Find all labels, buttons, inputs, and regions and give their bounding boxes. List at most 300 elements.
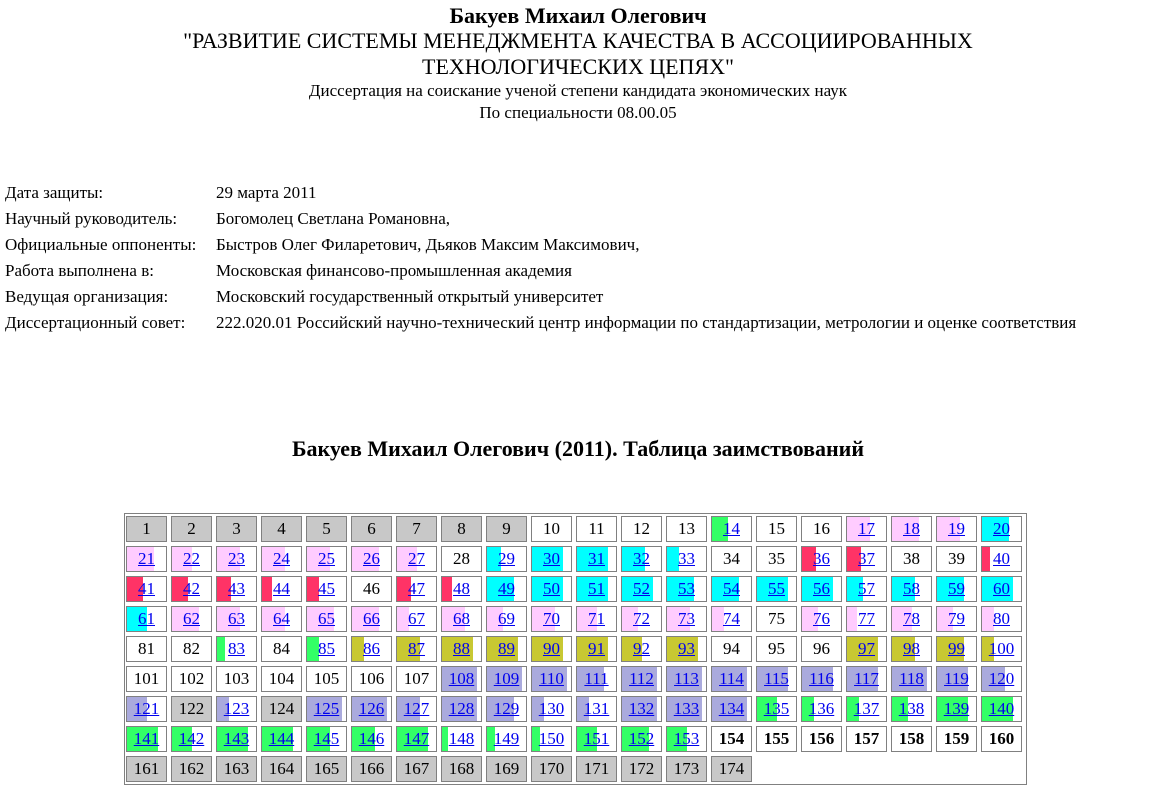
page-link[interactable]: 141	[133, 729, 160, 748]
page-link[interactable]: 72	[633, 609, 650, 628]
page-cell-25[interactable]	[306, 546, 347, 572]
page-cell-36[interactable]	[801, 546, 842, 572]
page-cell-30[interactable]	[531, 546, 572, 572]
page-number: 11	[588, 519, 605, 538]
page-number: 166	[358, 759, 385, 778]
page-cell-51[interactable]	[576, 576, 617, 602]
page-link[interactable]: 62	[183, 609, 200, 628]
page-link[interactable]: 125	[313, 699, 340, 718]
page-cell-123[interactable]	[216, 696, 257, 722]
page-link[interactable]: 27	[408, 549, 425, 568]
page-cell-45[interactable]	[306, 576, 347, 602]
page-link[interactable]: 14	[723, 519, 740, 538]
page-cell-97[interactable]	[846, 636, 887, 662]
borrowings-table-heading: Бакуев Михаил Олегович (2011). Таблица заимствований	[292, 436, 864, 461]
page-cell-17[interactable]	[846, 516, 887, 542]
page-link[interactable]: 133	[673, 699, 700, 718]
page-cell-149[interactable]	[486, 726, 527, 752]
page-cell-69[interactable]	[486, 606, 527, 632]
page-link[interactable]: 23	[228, 549, 245, 568]
page-link[interactable]: 142	[178, 729, 205, 748]
page-link[interactable]: 32	[633, 549, 650, 568]
page-number: 167	[403, 759, 430, 778]
page-cell-172	[621, 756, 662, 782]
page-cell-40[interactable]	[981, 546, 1022, 572]
page-link[interactable]: 80	[993, 609, 1010, 628]
page-cell-89[interactable]	[486, 636, 527, 662]
page-cell-90[interactable]	[531, 636, 572, 662]
page-cell-146[interactable]	[351, 726, 392, 752]
page-cell-34	[711, 546, 752, 572]
page-link[interactable]: 131	[583, 699, 610, 718]
page-link[interactable]: 144	[268, 729, 295, 748]
page-cell-19[interactable]	[936, 516, 977, 542]
page-cell-86[interactable]	[351, 636, 392, 662]
page-cell-120[interactable]	[981, 666, 1022, 692]
page-cell-63[interactable]	[216, 606, 257, 632]
page-number: 6	[367, 519, 376, 538]
page-cell-72[interactable]	[621, 606, 662, 632]
page-cell-108[interactable]	[441, 666, 482, 692]
page-cell-32[interactable]	[621, 546, 662, 572]
page-link[interactable]: 135	[763, 699, 790, 718]
page-cell-137[interactable]	[846, 696, 887, 722]
page-number: 174	[718, 759, 745, 778]
page-number: 107	[403, 669, 430, 688]
page-number: 104	[268, 669, 295, 688]
page-cell-115[interactable]	[756, 666, 797, 692]
page-link[interactable]: 148	[448, 729, 475, 748]
page-link[interactable]: 26	[363, 549, 380, 568]
page-link[interactable]: 55	[768, 579, 785, 598]
page-link[interactable]: 143	[223, 729, 250, 748]
page-cell-148[interactable]	[441, 726, 482, 752]
page-link[interactable]: 51	[588, 579, 605, 598]
page-link[interactable]: 115	[764, 669, 789, 688]
page-link[interactable]: 151	[583, 729, 610, 748]
page-number: 162	[178, 759, 205, 778]
page-link[interactable]: 89	[498, 639, 515, 658]
page-link[interactable]: 147	[403, 729, 430, 748]
page-cell-174	[711, 756, 752, 782]
page-link[interactable]: 36	[813, 549, 830, 568]
borrowing-share-bar	[442, 577, 452, 601]
degree-line: Диссертация на соискание ученой степени кандидата экономических наук	[308, 81, 848, 100]
page-cell-117[interactable]	[846, 666, 887, 692]
page-link[interactable]: 64	[273, 609, 290, 628]
borrowing-share-bar	[442, 727, 448, 751]
page-cell-98[interactable]	[891, 636, 932, 662]
page-cell-100[interactable]	[981, 636, 1022, 662]
dissertation-title-line1: "РАЗВИТИЕ СИСТЕМЫ МЕНЕДЖМЕНТА КАЧЕСТВА В АССОЦИИРОВАННЫХ	[183, 28, 973, 53]
page-cell-64[interactable]	[261, 606, 302, 632]
page-cell-73[interactable]	[666, 606, 707, 632]
page-cell-22[interactable]	[171, 546, 212, 572]
page-number: 169	[493, 759, 520, 778]
page-cell-110[interactable]	[531, 666, 572, 692]
meta-label: Дата защиты:	[5, 183, 104, 202]
page-link[interactable]: 100	[988, 639, 1015, 658]
page-cell-2	[171, 516, 212, 542]
page-cell-126[interactable]	[351, 696, 392, 722]
page-link[interactable]: 111	[584, 669, 609, 688]
page-cell-74[interactable]	[711, 606, 752, 632]
meta-label: Ведущая организация:	[5, 287, 169, 306]
page-link[interactable]: 57	[858, 579, 875, 598]
page-link[interactable]: 76	[813, 609, 830, 628]
page-link[interactable]: 110	[539, 669, 564, 688]
page-cell-54[interactable]	[711, 576, 752, 602]
page-cell-121[interactable]	[126, 696, 167, 722]
page-link[interactable]: 91	[588, 639, 605, 658]
page-link[interactable]: 153	[673, 729, 700, 748]
page-link[interactable]: 52	[633, 579, 650, 598]
page-link[interactable]: 59	[948, 579, 965, 598]
page-link[interactable]: 127	[403, 699, 430, 718]
page-cell-159	[936, 726, 977, 752]
page-cell-163	[216, 756, 257, 782]
page-link[interactable]: 149	[493, 729, 520, 748]
page-link[interactable]: 65	[318, 609, 335, 628]
page-link[interactable]: 128	[448, 699, 475, 718]
page-link[interactable]: 139	[943, 699, 970, 718]
page-cell-124	[261, 696, 302, 722]
page-cell-92[interactable]	[621, 636, 662, 662]
page-cell-44[interactable]	[261, 576, 302, 602]
page-cell-136[interactable]	[801, 696, 842, 722]
page-link[interactable]: 83	[228, 639, 245, 658]
page-link[interactable]: 77	[858, 609, 875, 628]
page-link[interactable]: 58	[903, 579, 920, 598]
page-cell-37[interactable]	[846, 546, 887, 572]
page-link[interactable]: 73	[678, 609, 695, 628]
page-number: 168	[448, 759, 475, 778]
page-cell-85[interactable]	[306, 636, 347, 662]
page-cell-140[interactable]	[981, 696, 1022, 722]
meta-label: Работа выполнена в:	[5, 261, 154, 280]
page-link[interactable]: 108	[448, 669, 475, 688]
page-link[interactable]: 87	[408, 639, 425, 658]
page-cell-113[interactable]	[666, 666, 707, 692]
page-cell-79[interactable]	[936, 606, 977, 632]
page-link[interactable]: 63	[228, 609, 245, 628]
header	[0, 4, 1156, 124]
page-number: 165	[313, 759, 340, 778]
page-link[interactable]: 150	[538, 729, 565, 748]
page-cell-128[interactable]	[441, 696, 482, 722]
page-cell-71[interactable]	[576, 606, 617, 632]
page-cell-165	[306, 756, 347, 782]
page-cell-141[interactable]	[126, 726, 167, 752]
page-cell-155	[756, 726, 797, 752]
page-cell-83[interactable]	[216, 636, 257, 662]
page-link[interactable]: 61	[138, 609, 155, 628]
page-cell-52[interactable]	[621, 576, 662, 602]
page-link[interactable]: 50	[543, 579, 560, 598]
page-cell-42[interactable]	[171, 576, 212, 602]
page-cell-26[interactable]	[351, 546, 392, 572]
page-link[interactable]: 97	[858, 639, 875, 658]
page-number: 170	[538, 759, 565, 778]
page-cell-78[interactable]	[891, 606, 932, 632]
page-link[interactable]: 69	[498, 609, 515, 628]
page-link[interactable]: 66	[363, 609, 380, 628]
page-link[interactable]: 119	[944, 669, 969, 688]
page-link[interactable]: 74	[723, 609, 740, 628]
page-link[interactable]: 60	[993, 579, 1010, 598]
page-cell-135[interactable]	[756, 696, 797, 722]
page-cell-75	[756, 606, 797, 632]
page-number: 106	[358, 669, 385, 688]
page-link[interactable]: 146	[358, 729, 385, 748]
page-cell-118[interactable]	[891, 666, 932, 692]
page-cell-125[interactable]	[306, 696, 347, 722]
page-cell-59[interactable]	[936, 576, 977, 602]
page-link[interactable]: 18	[903, 519, 920, 538]
page-cell-33[interactable]	[666, 546, 707, 572]
page-link[interactable]: 113	[674, 669, 699, 688]
page-link[interactable]: 152	[628, 729, 655, 748]
page-cell-66[interactable]	[351, 606, 392, 632]
page-link[interactable]: 132	[628, 699, 655, 718]
page-link[interactable]: 33	[678, 549, 695, 568]
page-cell-55[interactable]	[756, 576, 797, 602]
page-cell-147[interactable]	[396, 726, 437, 752]
page-link[interactable]: 93	[678, 639, 695, 658]
page-cell-6	[351, 516, 392, 542]
page-number: 75	[768, 609, 785, 628]
page-cell-50[interactable]	[531, 576, 572, 602]
page-cell-41[interactable]	[126, 576, 167, 602]
page-cell-102	[171, 666, 212, 692]
page-number: 161	[133, 759, 160, 778]
page-cell-145[interactable]	[306, 726, 347, 752]
page-cell-150[interactable]	[531, 726, 572, 752]
page-cell-23[interactable]	[216, 546, 257, 572]
page-number: 94	[723, 639, 740, 658]
page-cell-93[interactable]	[666, 636, 707, 662]
page-link[interactable]: 79	[948, 609, 965, 628]
page-cell-49[interactable]	[486, 576, 527, 602]
page-link[interactable]: 31	[588, 549, 605, 568]
page-cell-31[interactable]	[576, 546, 617, 572]
page-link[interactable]: 54	[723, 579, 740, 598]
page-cell-139[interactable]	[936, 696, 977, 722]
page-cell-88[interactable]	[441, 636, 482, 662]
page-cell-129[interactable]	[486, 696, 527, 722]
page-cell-133[interactable]	[666, 696, 707, 722]
page-number: 1	[142, 519, 151, 538]
borrowing-share-bar	[847, 607, 857, 631]
page-cell-68[interactable]	[441, 606, 482, 632]
page-link[interactable]: 56	[813, 579, 830, 598]
page-number: 102	[178, 669, 205, 688]
page-link[interactable]: 118	[899, 669, 924, 688]
page-number: 8	[457, 519, 466, 538]
page-cell-119[interactable]	[936, 666, 977, 692]
page-link[interactable]: 90	[543, 639, 560, 658]
page-link[interactable]: 29	[498, 549, 515, 568]
page-cell-143[interactable]	[216, 726, 257, 752]
page-cell-127[interactable]	[396, 696, 437, 722]
page-link[interactable]: 129	[493, 699, 520, 718]
page-link[interactable]: 99	[948, 639, 965, 658]
page-cell-43[interactable]	[216, 576, 257, 602]
page-cell-107	[396, 666, 437, 692]
page-cell-20[interactable]	[981, 516, 1022, 542]
page-link[interactable]: 88	[453, 639, 470, 658]
page-link[interactable]: 21	[138, 549, 155, 568]
page-cell-96	[801, 636, 842, 662]
page-link[interactable]: 130	[538, 699, 565, 718]
page-cell-18[interactable]	[891, 516, 932, 542]
page-number: 2	[187, 519, 196, 538]
page-cell-131[interactable]	[576, 696, 617, 722]
page-cell-27[interactable]	[396, 546, 437, 572]
page-cell-130[interactable]	[531, 696, 572, 722]
page-cell-62[interactable]	[171, 606, 212, 632]
page-number: 171	[583, 759, 610, 778]
page-cell-80[interactable]	[981, 606, 1022, 632]
page-link[interactable]: 41	[138, 579, 155, 598]
page-link[interactable]: 45	[318, 579, 335, 598]
page-link[interactable]: 123	[223, 699, 250, 718]
page-link[interactable]: 78	[903, 609, 920, 628]
page-link[interactable]: 22	[183, 549, 200, 568]
borrowing-share-bar	[982, 547, 990, 571]
page-cell-77[interactable]	[846, 606, 887, 632]
page-link[interactable]: 43	[228, 579, 245, 598]
page-cell-47[interactable]	[396, 576, 437, 602]
page-cell-111[interactable]	[576, 666, 617, 692]
page-cell-48[interactable]	[441, 576, 482, 602]
page-number: 10	[543, 519, 560, 538]
page-cell-162	[171, 756, 212, 782]
page-link[interactable]: 20	[993, 519, 1010, 538]
page-cell-61[interactable]	[126, 606, 167, 632]
page-cell-114[interactable]	[711, 666, 752, 692]
page-link[interactable]: 24	[273, 549, 290, 568]
page-cell-5	[306, 516, 347, 542]
page-number: 84	[273, 639, 290, 658]
page-cell-87[interactable]	[396, 636, 437, 662]
page-link[interactable]: 134	[718, 699, 745, 718]
page-cell-142[interactable]	[171, 726, 212, 752]
page-link[interactable]: 68	[453, 609, 470, 628]
page-link[interactable]: 42	[183, 579, 200, 598]
page-number: 3	[232, 519, 241, 538]
page-number: 34	[723, 549, 740, 568]
page-cell-56[interactable]	[801, 576, 842, 602]
page-cell-99[interactable]	[936, 636, 977, 662]
page-cell-91[interactable]	[576, 636, 617, 662]
page-link[interactable]: 121	[133, 699, 160, 718]
page-link[interactable]: 85	[318, 639, 335, 658]
page-cell-138[interactable]	[891, 696, 932, 722]
page-cell-122	[171, 696, 212, 722]
page-link[interactable]: 19	[948, 519, 965, 538]
page-cell-29[interactable]	[486, 546, 527, 572]
page-link[interactable]: 137	[853, 699, 880, 718]
page-cell-173	[666, 756, 707, 782]
page-link[interactable]: 71	[588, 609, 605, 628]
page-link[interactable]: 140	[988, 699, 1015, 718]
page-number: 13	[678, 519, 695, 538]
page-cell-144[interactable]	[261, 726, 302, 752]
page-cell-70[interactable]	[531, 606, 572, 632]
page-link[interactable]: 112	[629, 669, 654, 688]
page-link[interactable]: 136	[808, 699, 835, 718]
page-cell-14[interactable]	[711, 516, 752, 542]
page-cell-65[interactable]	[306, 606, 347, 632]
page-link[interactable]: 114	[719, 669, 744, 688]
page-cell-21[interactable]	[126, 546, 167, 572]
page-link[interactable]: 86	[363, 639, 380, 658]
page-cell-153[interactable]	[666, 726, 707, 752]
page-link[interactable]: 47	[408, 579, 425, 598]
page-cell-132[interactable]	[621, 696, 662, 722]
page-cell-60[interactable]	[981, 576, 1022, 602]
page-link[interactable]: 44	[273, 579, 290, 598]
page-number: 38	[903, 549, 920, 568]
page-link[interactable]: 70	[543, 609, 560, 628]
page-cell-24[interactable]	[261, 546, 302, 572]
page-link[interactable]: 145	[313, 729, 340, 748]
meta-label: Научный руководитель:	[5, 209, 178, 228]
page-link[interactable]: 25	[318, 549, 335, 568]
page-link[interactable]: 109	[493, 669, 520, 688]
page-cell-13	[666, 516, 707, 542]
meta-row-leading-org	[5, 286, 1136, 312]
page-cell-151[interactable]	[576, 726, 617, 752]
page-cell-4	[261, 516, 302, 542]
page-link[interactable]: 117	[854, 669, 879, 688]
page-link[interactable]: 30	[543, 549, 560, 568]
page-cell-58[interactable]	[891, 576, 932, 602]
page-link[interactable]: 49	[498, 579, 515, 598]
page-link[interactable]: 138	[898, 699, 925, 718]
page-link[interactable]: 67	[408, 609, 425, 628]
page-cell-161	[126, 756, 167, 782]
page-link[interactable]: 53	[678, 579, 695, 598]
page-cell-152[interactable]	[621, 726, 662, 752]
page-link[interactable]: 116	[809, 669, 834, 688]
meta-row-council	[5, 312, 1136, 338]
page-cell-9	[486, 516, 527, 542]
page-link[interactable]: 92	[633, 639, 650, 658]
page-link[interactable]: 48	[453, 579, 470, 598]
page-link[interactable]: 40	[993, 549, 1010, 568]
page-cell-109[interactable]	[486, 666, 527, 692]
page-link[interactable]: 37	[858, 549, 875, 568]
page-link[interactable]: 126	[358, 699, 385, 718]
meta-row-supervisor	[5, 208, 1136, 234]
page-link[interactable]: 17	[858, 519, 875, 538]
meta-value: 222.020.01 Российский научно-технический центр информации по стандартизации, метрологии и оценке соответствия	[216, 313, 1077, 332]
page-cell-57[interactable]	[846, 576, 887, 602]
borrowing-share-bar	[262, 577, 272, 601]
page-number: 96	[813, 639, 830, 658]
page-link[interactable]: 120	[988, 669, 1015, 688]
page-cell-53[interactable]	[666, 576, 707, 602]
page-cell-67[interactable]	[396, 606, 437, 632]
page-cell-76[interactable]	[801, 606, 842, 632]
page-cell-112[interactable]	[621, 666, 662, 692]
page-cell-134[interactable]	[711, 696, 752, 722]
page-cell-116[interactable]	[801, 666, 842, 692]
page-link[interactable]: 98	[903, 639, 920, 658]
meta-value: 29 марта 2011	[216, 183, 317, 202]
